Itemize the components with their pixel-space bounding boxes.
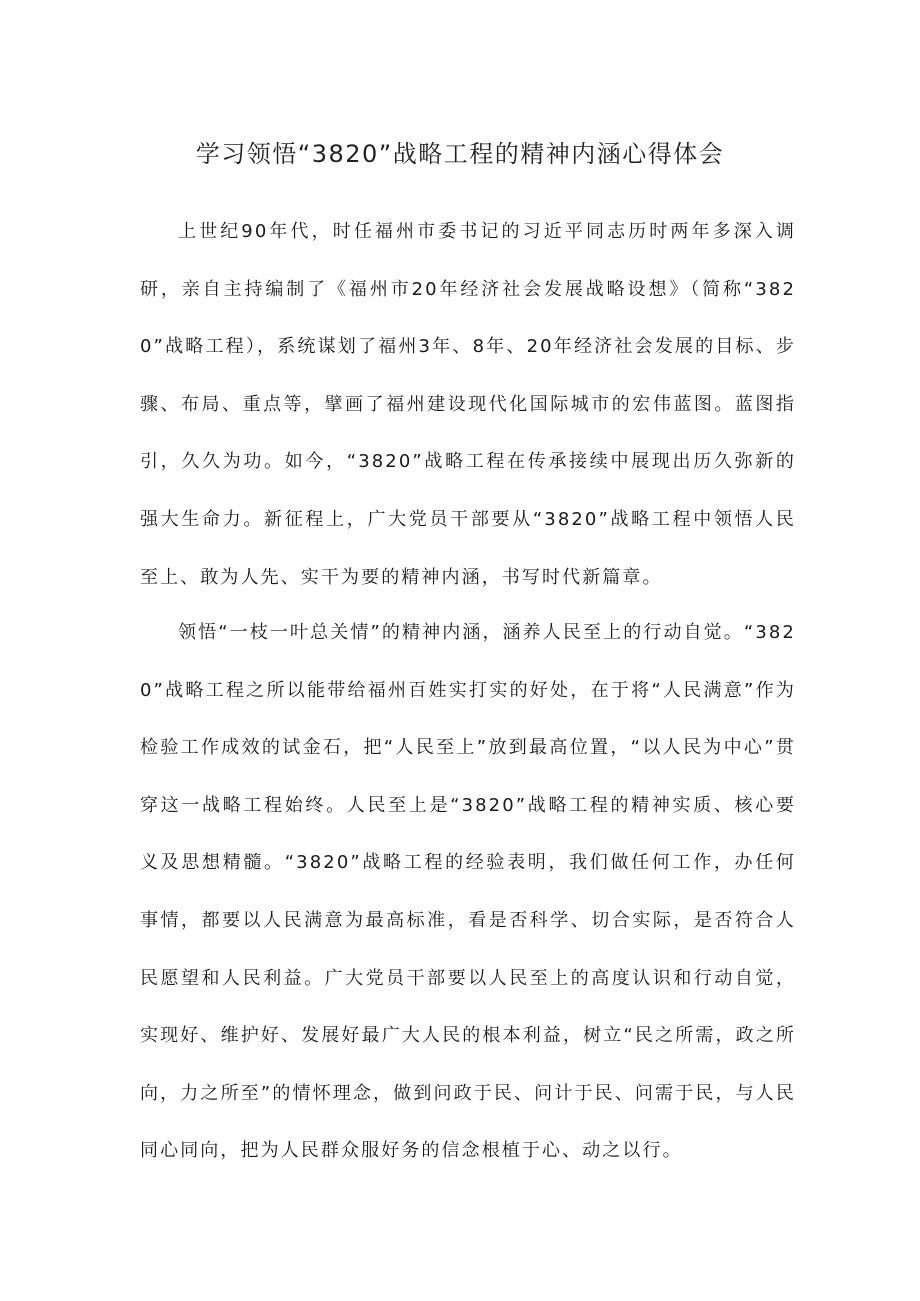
paragraph-intro: 上世纪90年代，时任福州市委书记的习近平同志历时两年多深入调研，亲自主持编制了《福州市20年经济社会发展战略设想》（简称“3820”战略工程），系统谋划了福州3年、8年、20年经济社会发展的目标、步骤、布局、重点等，擘画了福州建设现代化国际城市的宏伟蓝图。蓝图指引，久久为功。如今，“3820”战略工程在传承接续中展现出历久弥新的强大生命力。新征程上，广大党员干部要从“3820”战略工程中领悟人民至上、敢为人先、实干为要的精神内涵，书写时代新篇章。 (140, 221, 796, 588)
document-title: 学习领悟“3820”战略工程的精神内涵心得体会 (195, 140, 725, 168)
paragraph-people-first: 领悟“一枝一叶总关情”的精神内涵，涵养人民至上的行动自觉。“3820”战略工程之所以能带给福州百姓实打实的好处，在于将“人民满意”作为检验工作成效的试金石，把“人民至上”放到最高位置，“以人民为中心”贯穿这一战略工程始终。人民至上是“3820”战略工程的精神实质、核心要义及思想精髓。“3820”战略工程的经验表明，我们做任何工作，办任何事情，都要以人民满意为最高标准，看是否科学、切合实际，是否符合人民愿望和人民利益。广大党员干部要以人民至上的高度认识和行动自觉，实现好、维护好、发展好最广大人民的根本利益，树立“民之所需，政之所向，力之所至”的情怀理念，做到问政于民、问计于民、问需于民，与人民同心同向，把为人民群众服好务的信念根植于心、动之以行。 (140, 622, 796, 1162)
